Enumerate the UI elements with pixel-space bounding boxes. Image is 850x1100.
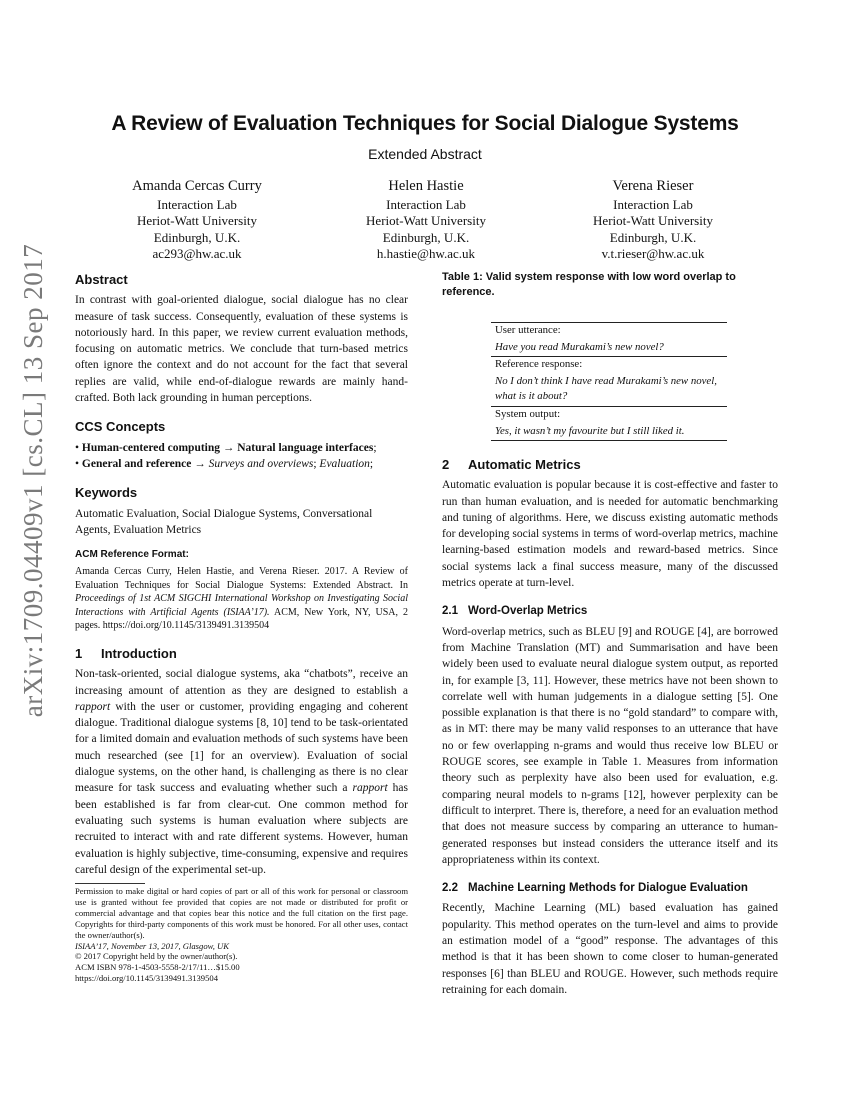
- acm-ref-authors: Amanda Cercas Curry, Helen Hastie, and Verena Rieser. 2017. A Review of Evaluation Techniques for Social Dialogue Systems: Extended Abstract. In: [75, 566, 408, 591]
- intro-text-part: with the user or customer, providing engaging and coherent dialogue. Traditional dialogue systems [8, 10] tend to be task-orientated for a limited domain and evaluation methods of such systems have been much researched (see [1] for an overview). Evaluation of social dialogue systems, on the other hand, is challenging as there is no clear measure for task success and evaluating whether such a: [75, 700, 408, 795]
- ccs-line-2: [75, 456, 408, 472]
- permission-notice: Permission to make digital or hard copies of part or all of this work for personal or classroom use is granted without fee provided that copies are not made or distributed for profit or commercial advantage and that copies bear this notice and the full citation on the first page. Copyrights for third-party components of this work must be honored. For all other uses, contact the owner/author(s).: [75, 886, 408, 940]
- row-label: User utterance:: [491, 323, 727, 340]
- ccs-punct: ;: [313, 457, 320, 470]
- acm-ref-text: [75, 565, 408, 633]
- paper-subtitle: Extended Abstract: [368, 146, 482, 162]
- acm-ref-heading: ACM Reference Format:: [75, 549, 189, 561]
- acm-ref-publisher: ACM, New York, NY, USA, 2 pages. https://doi.org/10.1145/3139491.3139504: [75, 606, 409, 632]
- row-value: Have you read Murakami’s new novel?: [495, 340, 664, 353]
- section-number: 1: [75, 645, 83, 661]
- sec21-heading: [442, 603, 778, 619]
- row-value: No I don’t think I have read Murakami’s new novel, what is it about?: [495, 374, 717, 403]
- section-number: 2: [442, 457, 450, 472]
- sec2-heading: [442, 457, 778, 473]
- ccs-concept-2: General and reference: [81, 457, 192, 470]
- table-row: [491, 406, 727, 423]
- ccs-bullet: •: [75, 457, 80, 470]
- ccs-heading: CCS Concepts: [75, 419, 166, 435]
- keywords-text: Automatic Evaluation, Social Dialogue Systems, Conversational Agents, Evaluation Metrics: [75, 507, 373, 536]
- author-block-1: [82, 178, 312, 263]
- author-university: Heriot-Watt University: [366, 213, 486, 228]
- arxiv-stamp: [14, 243, 54, 717]
- author-city: Edinburgh, U.K.: [609, 229, 697, 245]
- copyright-footer: [75, 886, 408, 984]
- author-lab: Interaction Lab: [613, 196, 693, 212]
- acm-ref-proceedings: Proceedings of 1st ACM SIGCHI International Workshop on Investigating Social Interactions with Artificial Agents (ISIAA’17).: [75, 593, 408, 618]
- ccs-concept-1: Human-centered computing → Natural language interfaces: [81, 441, 374, 454]
- author-email: h.hastie@hw.ac.uk: [376, 246, 476, 261]
- author-block-2: [311, 178, 541, 263]
- intro-text-part: Non-task-oriented, social dialogue systems, aka “chatbots”, receive an increasing amount of attention as they are designed to establish a: [75, 668, 408, 697]
- subsection-number: 2.1: [442, 605, 458, 618]
- row-value: Yes, it wasn’t my favourite but I still liked it.: [491, 424, 727, 441]
- table-caption: Table 1: Valid system response with low word overlap to reference.: [442, 271, 736, 298]
- keywords-heading: Keywords: [75, 485, 138, 501]
- doi-line: https://doi.org/10.1145/3139491.3139504: [75, 973, 218, 984]
- venue-line: ISIAA’17, November 13, 2017, Glasgow, UK: [75, 940, 229, 951]
- intro-emphasis: rapport: [352, 782, 388, 795]
- intro-text: [75, 666, 408, 878]
- author-name: Verena Rieser: [612, 178, 694, 194]
- abstract-heading: Abstract: [75, 272, 128, 287]
- footer-rule: [75, 883, 145, 884]
- table-row: [491, 374, 727, 407]
- right-column: [442, 457, 778, 998]
- author-email: ac293@hw.ac.uk: [152, 246, 242, 261]
- paper-title: A Review of Evaluation Techniques for Social Dialogue Systems: [111, 112, 739, 135]
- table-row: [491, 357, 727, 374]
- isbn-line: ACM ISBN 978-1-4503-5558-2/17/11…$15.00: [75, 962, 240, 973]
- row-label: System output:: [491, 406, 727, 423]
- author-name: Amanda Cercas Curry: [132, 178, 262, 194]
- example-table: [491, 322, 727, 441]
- row-label: Reference response:: [491, 357, 727, 374]
- abstract-text: In contrast with goal-oriented dialogue, social dialogue has no clear measure of task success. Consequently, evaluation of these systems is notoriously hard. In this paper, we review current evaluation methods, focusing on automatic metrics. We conclude that turn-based metrics often ignore the context and do not account for the fact that several replies are valid, while end-of-dialogue rewards are mainly hand-crafted. Both lack grounding in human perceptions.: [75, 294, 408, 405]
- author-lab: Interaction Lab: [386, 196, 466, 212]
- sec22-heading: [442, 880, 778, 896]
- intro-heading: [75, 646, 408, 662]
- copyright-line: © 2017 Copyright held by the owner/author(s).: [75, 951, 238, 962]
- author-university: Heriot-Watt University: [593, 213, 713, 228]
- author-block-3: [538, 178, 768, 263]
- section-title: Introduction: [101, 645, 177, 661]
- sec2-text: Automatic evaluation is popular because it is cost-effective and faster to run than human evaluation, and is needed for automatic benchmarking and tuning of algorithms. Here, we discuss existing automatic methods for developing social systems in terms of word-overlap metrics, machine learning-based estimation models and reward-based metrics. Since social systems lack a final success measure, many of the discussed metrics operate at turn-level.: [442, 479, 778, 590]
- ccs-sub-2: Evaluation: [319, 457, 370, 470]
- table-row: [491, 340, 727, 357]
- table-row: [491, 424, 727, 441]
- left-column: [75, 272, 408, 878]
- intro-text-part: has been established is far from clear-cut. One common method for evaluating such systems is human evaluation where subjects are recruited to interact with and rate different systems. However, human evaluation is highly subjective, time-consuming, expensive and requires careful design of the experimental set-up.: [75, 782, 408, 876]
- subsection-title: Machine Learning Methods for Dialogue Evaluation: [468, 882, 748, 895]
- ccs-line-1: [75, 440, 408, 456]
- author-lab: Interaction Lab: [157, 196, 237, 212]
- section-title: Automatic Metrics: [468, 457, 581, 472]
- arxiv-stamp-text: arXiv:1709.04409v1 [cs.CL] 13 Sep 2017: [18, 243, 49, 717]
- ccs-punct: ;: [369, 457, 374, 470]
- subsection-title: Word-Overlap Metrics: [468, 605, 588, 618]
- table-row: [491, 323, 727, 340]
- author-university: Heriot-Watt University: [137, 213, 257, 228]
- ccs-arrow: →: [191, 457, 209, 470]
- ccs-bullet: •: [75, 441, 80, 454]
- ccs-sub-1: Surveys and overviews: [208, 457, 314, 470]
- author-city: Edinburgh, U.K.: [153, 229, 241, 245]
- author-name: Helen Hastie: [388, 178, 464, 194]
- sec21-text: Word-overlap metrics, such as BLEU [9] and ROUGE [4], are borrowed from Machine Translation (MT) and Summarisation and have been widely been used to evaluate neural dialogue system output, as reported in, for example [3, 11]. However, these metrics have not been shown to correlate well with human judgements in a dialogue setting [5]. One possible explanation is that there is no “gold standard” to compare with, as in MT: there may be many valid responses to an utterance that have no or few overlapping n-grams and would thus receive low BLEU or ROUGE scores, see example in Table 1. Measures from information theory such as perplexity have also been used for evaluation, e.g. comparing neural models to n-grams [12], however perplexity can be difficult to interpret. There is, therefore, a need for an evaluation method that does not measure success by comparing an utterance to human-generated responses but instead considers the utterance itself and its appropriateness within its context.: [442, 625, 778, 866]
- author-city: Edinburgh, U.K.: [382, 229, 470, 245]
- subsection-number: 2.2: [442, 882, 458, 895]
- sec22-text: Recently, Machine Learning (ML) based evaluation has gained popularity. This method operates on the turn-level and aims to provide an estimation model of a “good” response. The advantages of this method is that it has been shown to come closer to human-generated responses [6] than BLEU and ROUGE. However, such methods require retraining for each domain.: [442, 902, 778, 996]
- author-email: v.t.rieser@hw.ac.uk: [601, 246, 705, 261]
- ccs-punct: ;: [373, 441, 377, 454]
- intro-emphasis: rapport: [75, 700, 111, 713]
